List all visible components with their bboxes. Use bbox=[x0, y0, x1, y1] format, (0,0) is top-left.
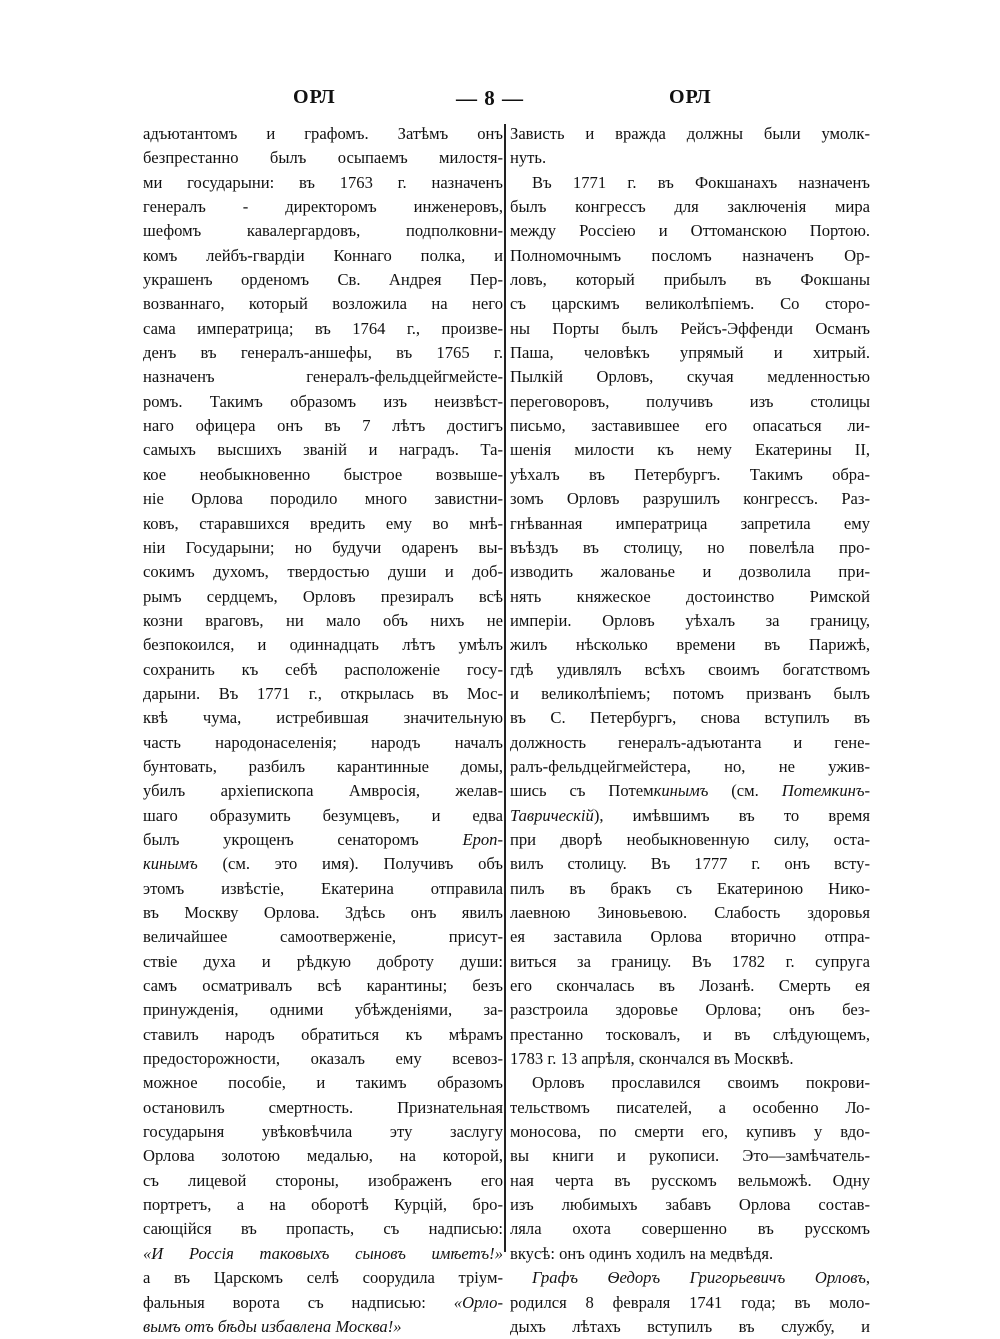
text-line: дыхъ лѣтахъ вступилъ въ службу, и bbox=[510, 1316, 870, 1336]
text-line: самъ осматривалъ всѣ карантины; безъ bbox=[143, 976, 503, 996]
text-line: нять княжеское достоинство Римской bbox=[510, 586, 870, 606]
text-line: портретъ, а на оборотѣ Курцій, бро- bbox=[143, 1195, 503, 1215]
right-column bbox=[510, 122, 870, 1336]
text-line: виться за границу. Въ 1782 г. супруга bbox=[510, 951, 870, 971]
text-line: можное пособіе, и такимъ образомъ bbox=[143, 1073, 503, 1093]
text-line: Полномочнымъ посломъ назначенъ Ор- bbox=[510, 245, 870, 265]
text-line: «И Россія таковыхъ сыновъ имѣетъ!» bbox=[143, 1243, 503, 1263]
text-line: государыня увѣковѣчила эту заслугу bbox=[143, 1122, 503, 1142]
text-line: безпокоился, и одиннадцать лѣтъ умѣлъ bbox=[143, 635, 503, 655]
text-line: лаевною Зиновьевою. Слабость здоровья bbox=[510, 903, 870, 922]
text-line: безпрестанно былъ осыпаемъ милостя- bbox=[143, 148, 503, 168]
text-line: разстроила здоровье Орлова; онъ без- bbox=[510, 1000, 870, 1020]
text-line: ставилъ народъ обратиться къ мѣрамъ bbox=[143, 1024, 503, 1044]
text-line: украшенъ орденомъ Св. Андрея Пер- bbox=[143, 270, 503, 290]
text-line: денъ въ генералъ-аншефы, въ 1765 г. bbox=[143, 343, 503, 363]
text-line: Орловъ прославился своимъ покрови- bbox=[532, 1073, 870, 1093]
text-line: съ царскимъ великолѣпіемъ. Со сторо- bbox=[510, 294, 870, 314]
text-line: переговоровъ, получивъ изъ столицы bbox=[510, 391, 870, 411]
text-line: ны Порты былъ Рейсъ-Эффенди Османъ bbox=[510, 318, 870, 338]
text-line: престанно тосковалъ, и въ слѣдующемъ, bbox=[510, 1024, 870, 1044]
text-line: ромъ. Такимъ образомъ изъ неизвѣст- bbox=[143, 391, 503, 411]
text-line: его скончалась въ Лозанѣ. Смерть ея bbox=[510, 976, 870, 996]
text-line: комъ лейбъ-гвардіи Коннаго полка, и bbox=[143, 245, 503, 265]
text-line: моносова, по смерти его, купивъ у вдо- bbox=[510, 1122, 870, 1142]
text-line: Въ 1771 г. въ Фокшанахъ назначенъ bbox=[532, 172, 870, 192]
text-line: ея заставила Орлова вторично отпра- bbox=[510, 927, 870, 947]
text-line: квѣ чума, истребившая значительную bbox=[143, 708, 503, 728]
text-line: часть народонаселенія; народъ началъ bbox=[143, 732, 503, 752]
text-line: принужденія, одними убѣжденіями, за- bbox=[143, 1000, 503, 1020]
text-line: убилъ архіепископа Амвросія, желав- bbox=[143, 781, 503, 801]
text-line: бунтовать, разбилъ карантинные домы, bbox=[143, 756, 503, 776]
text-line: изводить жалованье и дозволила при- bbox=[510, 562, 870, 582]
text-line: тельствомъ писателей, а особенно Ло- bbox=[510, 1097, 870, 1117]
text-line: козни враговъ, ни мало объ нихъ не bbox=[143, 610, 503, 630]
text-line: уѣхалъ въ Петербургъ. Такимъ обра- bbox=[510, 464, 870, 484]
header-left-word: ОРЛ bbox=[293, 86, 336, 108]
text-line: въѣздъ въ столицу, но повелѣла про- bbox=[510, 537, 870, 557]
text-line: сохранить къ себѣ расположеніе госу- bbox=[143, 659, 503, 679]
text-line: ніе Орлова породило много завистни- bbox=[143, 489, 503, 509]
text-line: кое необыкновенно быстрое возвыше- bbox=[143, 464, 503, 484]
text-line: ми государыни: въ 1763 г. назначенъ bbox=[143, 172, 503, 192]
text-line: письмо, заставившее его опасаться ли- bbox=[510, 416, 870, 436]
page-number: — 8 — bbox=[456, 86, 524, 110]
text-line: вы книги и рукописи. Это—замѣчатель- bbox=[510, 1146, 870, 1166]
text-line: изъ любимыхъ забавъ Орлова состав- bbox=[510, 1195, 870, 1215]
text-line: ляла охота совершенно въ русскомъ bbox=[510, 1219, 870, 1239]
text-line: рымъ сердцемъ, Орловъ презиралъ всѣ bbox=[143, 586, 503, 606]
text-line: вымъ отъ бѣды избавлена Москва!» bbox=[143, 1316, 402, 1336]
text-line: былъ укрощенъ сенаторомъ Ероп- bbox=[143, 829, 503, 849]
text-line: самыхъ высшихъ званій и наградъ. Та- bbox=[143, 440, 503, 460]
column-divider bbox=[504, 124, 506, 1252]
text-line: нуть. bbox=[510, 148, 547, 168]
text-line: сающійся въ пропасть, съ надписью: bbox=[143, 1219, 503, 1239]
running-header bbox=[138, 86, 864, 122]
text-line: а въ Царскомъ селѣ соорудила тріум- bbox=[143, 1268, 503, 1288]
text-line: жилъ нѣсколько времени въ Парижѣ, bbox=[510, 635, 870, 655]
text-line: наго офицера онъ въ 7 лѣтъ достигъ bbox=[143, 416, 503, 436]
left-column bbox=[143, 122, 503, 1336]
text-line: Таврическій), имѣвшимъ въ то время bbox=[510, 805, 870, 825]
text-line: сокимъ духомъ, твердостью души и доб- bbox=[143, 562, 503, 582]
text-line: родился 8 февраля 1741 года; въ моло- bbox=[510, 1292, 870, 1312]
text-line: шенія милости къ нему Екатерины II, bbox=[510, 440, 870, 460]
text-line: ная черта въ русскомъ вельможѣ. Одну bbox=[510, 1170, 870, 1190]
text-line: Зависть и вражда должны были умолк- bbox=[510, 124, 870, 143]
text-line: Орлова золотою медалью, на которой, bbox=[143, 1146, 503, 1166]
text-line: пилъ въ бракъ съ Екатериною Нико- bbox=[510, 878, 870, 898]
text-line: генералъ - директоромъ инженеровъ, bbox=[143, 197, 503, 217]
text-line: въ С. Петербургъ, снова вступилъ въ bbox=[510, 708, 870, 728]
text-line: гдѣ удивлялъ всѣхъ своимъ богатствомъ bbox=[510, 659, 870, 679]
text-line: этомъ извѣстіе, Екатерина отправила bbox=[143, 878, 503, 898]
header-right-word: ОРЛ bbox=[669, 86, 712, 108]
text-line: шефомъ кавалергардовъ, подполковни- bbox=[143, 221, 503, 241]
text-line: ковъ, старавшихся вредить ему во мнѣ- bbox=[143, 513, 503, 533]
text-line: между Россіею и Оттоманскою Портою. bbox=[510, 221, 870, 241]
text-line: Пылкій Орловъ, скучая медленностью bbox=[510, 367, 870, 387]
text-line: остановилъ смертность. Признательная bbox=[143, 1097, 503, 1117]
text-line: величайшее самоотверженіе, присут- bbox=[143, 927, 503, 947]
text-line: должность генералъ-адъютанта и гене- bbox=[510, 732, 870, 752]
text-line: дарыни. Въ 1771 г., открылась въ Мос- bbox=[143, 683, 503, 703]
text-line: при дворѣ необыкновенную силу, оста- bbox=[510, 829, 870, 849]
text-line: гнѣванная императрица запретила ему bbox=[510, 513, 870, 533]
text-line: вилъ столицу. Въ 1777 г. онъ всту- bbox=[510, 854, 870, 874]
text-line: съ лицевой стороны, изображенъ его bbox=[143, 1170, 503, 1190]
text-line: ловъ, который прибылъ въ Фокшаны bbox=[510, 270, 870, 290]
text-line: шись съ Потемкинымъ (см. Потемкинъ- bbox=[510, 781, 870, 801]
text-line: ралъ-фельдцейгмейстера, но, не ужив- bbox=[510, 756, 870, 776]
text-line: предосторожности, оказалъ ему всевоз- bbox=[143, 1049, 503, 1069]
text-line: фальныя ворота съ надписью: «Орло- bbox=[143, 1292, 503, 1312]
text-line: и великолѣпіемъ; потомъ призванъ былъ bbox=[510, 683, 870, 703]
text-line: Графъ Ѳедоръ Григорьевичъ Орловъ, bbox=[532, 1268, 870, 1288]
text-line: ствіе духа и рѣдкую доброту души: bbox=[143, 951, 503, 971]
text-line: зомъ Орловъ разрушилъ конгрессъ. Раз- bbox=[510, 489, 870, 509]
text-line: кинымъ (см. это имя). Получивъ объ bbox=[143, 854, 503, 874]
text-line: возваннаго, который возложила на него bbox=[143, 294, 503, 314]
text-line: 1783 г. 13 апрѣля, скончался въ Москвѣ. bbox=[510, 1049, 794, 1069]
text-line: Паша, человѣкъ упрямый и хитрый. bbox=[510, 343, 870, 363]
text-line: сама императрица; въ 1764 г., произве- bbox=[143, 318, 503, 338]
text-line: адъютантомъ и графомъ. Затѣмъ онъ bbox=[143, 124, 503, 143]
text-line: въ Москву Орлова. Здѣсь онъ явилъ bbox=[143, 903, 503, 922]
text-line: вкусѣ: онъ одинъ ходилъ на медвѣдя. bbox=[510, 1243, 774, 1263]
text-line: былъ конгрессъ для заключенія мира bbox=[510, 197, 870, 217]
text-line: назначенъ генералъ-фельдцейгмейсте- bbox=[143, 367, 503, 387]
text-line: имперіи. Орловъ уѣхалъ за границу, bbox=[510, 610, 870, 630]
text-line: ніи Государыни; но будучи одаренъ вы- bbox=[143, 537, 503, 557]
text-line: шаго образумить безумцевъ, и едва bbox=[143, 805, 503, 825]
